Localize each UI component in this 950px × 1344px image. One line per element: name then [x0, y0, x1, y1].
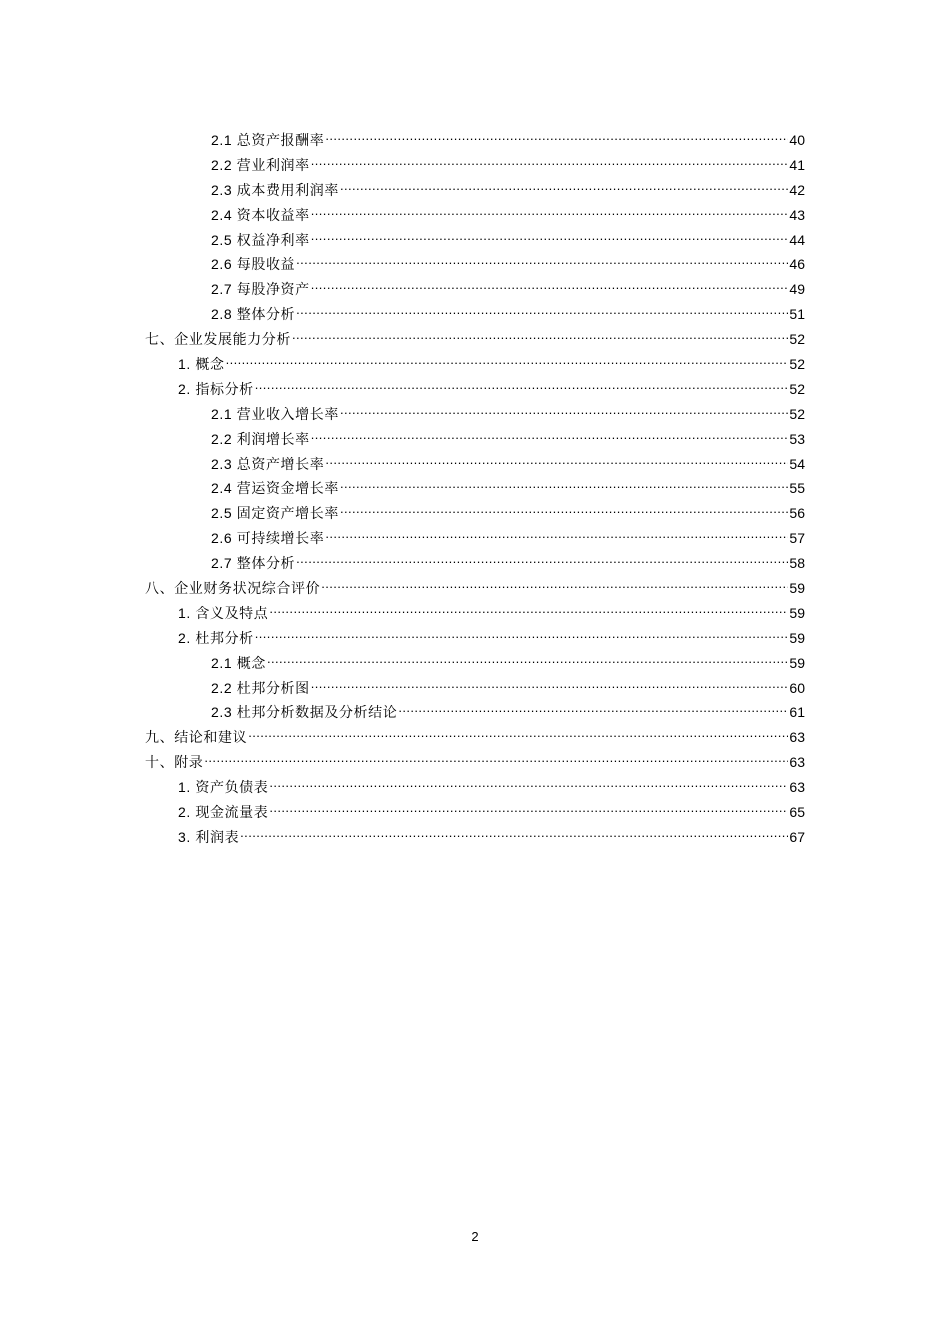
toc-entry[interactable]	[0, 822, 950, 847]
toc-entry-page-number: 52	[789, 331, 805, 348]
toc-entry[interactable]	[0, 449, 950, 474]
toc-entry-line	[178, 822, 805, 847]
toc-dot-leader	[248, 722, 788, 742]
toc-dot-leader	[311, 274, 789, 294]
toc-entry-page-number: 57	[789, 530, 805, 547]
toc-entry-line	[211, 697, 805, 722]
toc-entry[interactable]	[0, 598, 950, 623]
toc-entry[interactable]	[0, 772, 950, 797]
toc-entry[interactable]	[0, 498, 950, 523]
toc-dot-leader	[296, 299, 788, 319]
toc-entry[interactable]	[0, 150, 950, 175]
toc-dot-leader	[325, 449, 788, 469]
toc-entry-label: 2. 杜邦分析	[178, 629, 254, 646]
toc-entry-label: 2. 现金流量表	[178, 803, 269, 820]
toc-dot-leader	[311, 150, 789, 170]
toc-entry-page-number: 51	[789, 306, 805, 323]
toc-entry-page-number: 54	[789, 455, 805, 472]
toc-entry[interactable]	[0, 274, 950, 299]
toc-entry-label: 2.1 营业收入增长率	[211, 405, 339, 422]
toc-dot-leader	[255, 374, 789, 394]
toc-entry-label: 2.7 整体分析	[211, 555, 296, 572]
toc-entry-page-number: 65	[789, 803, 805, 820]
toc-entry-label: 1. 概念	[178, 355, 225, 372]
toc-dot-leader	[240, 822, 788, 842]
toc-entry-page-number: 63	[789, 779, 805, 796]
toc-entry-line	[211, 523, 805, 548]
toc-dot-leader	[311, 673, 789, 693]
toc-entry-label: 1. 资产负债表	[178, 779, 269, 796]
toc-dot-leader	[311, 200, 789, 220]
toc-entry[interactable]	[0, 697, 950, 722]
toc-entry-page-number: 46	[789, 256, 805, 273]
toc-entry-line	[211, 249, 805, 274]
toc-entry[interactable]	[0, 747, 950, 772]
toc-dot-leader	[269, 598, 788, 618]
toc-entry-page-number: 42	[789, 181, 805, 198]
toc-entry-page-number: 56	[789, 505, 805, 522]
toc-entry-label: 2.3 杜邦分析数据及分析结论	[211, 704, 398, 721]
toc-entry-page-number: 59	[789, 654, 805, 671]
toc-entry[interactable]	[0, 324, 950, 349]
toc-dot-leader	[226, 349, 789, 369]
toc-entry-label: 2.2 利润增长率	[211, 430, 310, 447]
toc-entry-line	[145, 747, 805, 772]
toc-entry-line	[178, 623, 805, 648]
toc-entry-line	[211, 200, 805, 225]
toc-entry-line	[178, 598, 805, 623]
toc-entry-page-number: 44	[789, 231, 805, 248]
toc-entry-label: 2. 指标分析	[178, 380, 254, 397]
toc-entry-line	[211, 449, 805, 474]
toc-entry-line	[211, 225, 805, 250]
toc-entry-label: 七、企业发展能力分析	[145, 331, 291, 348]
toc-entry-label: 3. 利润表	[178, 828, 240, 845]
toc-entry[interactable]	[0, 473, 950, 498]
toc-entry-label: 2.4 营运资金增长率	[211, 480, 339, 497]
toc-entry-line	[211, 299, 805, 324]
toc-entry-label: 2.1 总资产报酬率	[211, 131, 325, 148]
toc-dot-leader	[292, 324, 788, 344]
toc-dot-leader	[296, 548, 788, 568]
toc-entry-label: 2.5 权益净利率	[211, 231, 310, 248]
toc-entry-page-number: 58	[789, 555, 805, 572]
toc-entry-line	[211, 175, 805, 200]
toc-dot-leader	[340, 399, 788, 419]
toc-entry-label: 2.5 固定资产增长率	[211, 505, 339, 522]
toc-dot-leader	[321, 573, 788, 593]
toc-entry-page-number: 67	[789, 828, 805, 845]
toc-dot-leader	[269, 772, 788, 792]
toc-entry[interactable]	[0, 175, 950, 200]
toc-entry-label: 2.4 资本收益率	[211, 206, 310, 223]
toc-entry-line	[178, 772, 805, 797]
page-number: 2	[471, 1229, 479, 1244]
toc-entry[interactable]	[0, 349, 950, 374]
toc-dot-leader	[340, 175, 788, 195]
toc-entry-line	[211, 424, 805, 449]
toc-entry-line	[211, 125, 805, 150]
toc-entry-line	[211, 548, 805, 573]
toc-entry-page-number: 43	[789, 206, 805, 223]
toc-entry[interactable]	[0, 623, 950, 648]
toc-dot-leader	[267, 648, 788, 668]
toc-entry-page-number: 59	[789, 579, 805, 596]
toc-dot-leader	[398, 697, 788, 717]
toc-dot-leader	[311, 225, 789, 245]
toc-entry-line	[178, 797, 805, 822]
toc-entry-label: 2.7 每股净资产	[211, 281, 310, 298]
toc-entry-page-number: 49	[789, 281, 805, 298]
toc-entry-label: 十、附录	[145, 754, 204, 771]
toc-entry-label: 2.2 营业利润率	[211, 156, 310, 173]
toc-entry[interactable]	[0, 299, 950, 324]
toc-entry[interactable]	[0, 673, 950, 698]
toc-entry-line	[211, 473, 805, 498]
toc-entry[interactable]	[0, 200, 950, 225]
toc-dot-leader	[311, 424, 789, 444]
toc-entry[interactable]	[0, 225, 950, 250]
toc-entry-line	[178, 374, 805, 399]
toc-entry[interactable]	[0, 125, 950, 150]
toc-entry[interactable]	[0, 548, 950, 573]
toc-dot-leader	[325, 523, 788, 543]
toc-entry[interactable]	[0, 249, 950, 274]
toc-entry[interactable]	[0, 573, 950, 598]
toc-entry-page-number: 59	[789, 604, 805, 621]
toc-entry-line	[145, 722, 805, 747]
toc-entry-label: 2.6 每股收益	[211, 256, 296, 273]
toc-entry-label: 2.8 整体分析	[211, 306, 296, 323]
toc-entry[interactable]	[0, 523, 950, 548]
toc-dot-leader	[255, 623, 789, 643]
toc-entry-label: 2.3 总资产增长率	[211, 455, 325, 472]
toc-entry-page-number: 52	[789, 405, 805, 422]
toc-dot-leader	[269, 797, 788, 817]
toc-entry-page-number: 61	[789, 704, 805, 721]
toc-entry-line	[178, 349, 805, 374]
toc-entry-page-number: 53	[789, 430, 805, 447]
toc-dot-leader	[204, 747, 788, 767]
toc-entry[interactable]	[0, 399, 950, 424]
toc-entry-line	[145, 324, 805, 349]
toc-entry-page-number: 52	[789, 380, 805, 397]
toc-entry-page-number: 52	[789, 355, 805, 372]
toc-entry-page-number: 40	[789, 131, 805, 148]
toc-entry-label: 2.1 概念	[211, 654, 266, 671]
toc-entry-line	[211, 399, 805, 424]
toc-entry[interactable]	[0, 648, 950, 673]
toc-entry[interactable]	[0, 722, 950, 747]
toc-dot-leader	[296, 249, 788, 269]
toc-entry-label: 2.3 成本费用利润率	[211, 181, 339, 198]
toc-entry-page-number: 63	[789, 729, 805, 746]
toc-entry-label: 九、结论和建议	[145, 729, 248, 746]
toc-entry[interactable]	[0, 424, 950, 449]
toc-entry-line	[145, 573, 805, 598]
toc-entry-page-number: 60	[789, 679, 805, 696]
toc-entry-line	[211, 274, 805, 299]
toc-dot-leader	[340, 498, 788, 518]
toc-entry-line	[211, 648, 805, 673]
toc-entry-page-number: 63	[789, 754, 805, 771]
toc-entry-label: 1. 含义及特点	[178, 604, 269, 621]
table-of-contents	[0, 125, 950, 847]
toc-entry-label: 八、企业财务状况综合评价	[145, 579, 321, 596]
toc-dot-leader	[325, 125, 788, 145]
toc-entry-page-number: 59	[789, 629, 805, 646]
toc-entry-page-number: 55	[789, 480, 805, 497]
toc-entry[interactable]	[0, 797, 950, 822]
toc-entry[interactable]	[0, 374, 950, 399]
toc-entry-line	[211, 150, 805, 175]
toc-entry-page-number: 41	[789, 156, 805, 173]
toc-entry-line	[211, 673, 805, 698]
toc-entry-label: 2.2 杜邦分析图	[211, 679, 310, 696]
toc-entry-label: 2.6 可持续增长率	[211, 530, 325, 547]
toc-dot-leader	[340, 473, 788, 493]
toc-entry-line	[211, 498, 805, 523]
